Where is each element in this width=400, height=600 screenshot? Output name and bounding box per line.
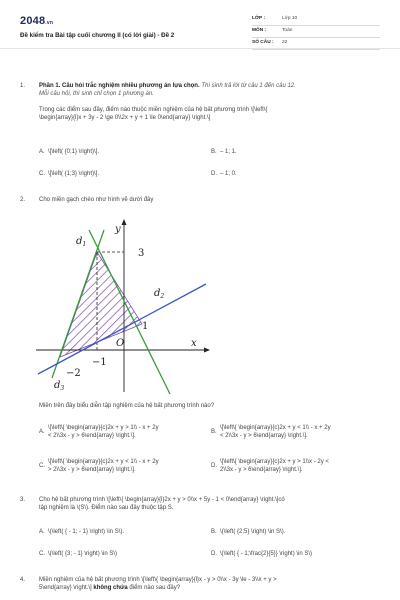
x-axis-arrow-icon: [204, 348, 210, 353]
question-prompt: Miền trên đây biểu diễn tập nghiệm của hệ bất phương trình nào?: [39, 403, 215, 409]
question-4: [20, 576, 382, 598]
meta-class-row: LỚP : Lớp 10: [252, 14, 380, 26]
option-a[interactable]: A. \[\left\{ \begin{array}{c}2x + y > 1\\ - x + 2y < 2\\3x - y > 6\end{array} \right.\].: [39, 425, 159, 440]
question-number: 2.: [20, 197, 26, 203]
question-text: Trong các điểm sau đây, điểm nào thuộc miền nghiệm của hệ bất phương trình \[\left\{ \begin{array}{l}x + 3y - 2 \ge 0\\2x + y + 1 \le 0\end{array} \right.\]: [39, 107, 268, 122]
label-d3: $d_3$: [54, 380, 65, 392]
option-b[interactable]: B. – 1; 1.: [211, 149, 237, 155]
option-d[interactable]: D. \[\left\{ \begin{array}{c}2x + y > 1\\x - 2y < 2\\3x - y > 6\end{array} \right.\].: [211, 459, 329, 474]
tick-minus-1: −1: [92, 357, 107, 368]
option-c[interactable]: C. \(\left( {3; - 1} \right) \in S\): [39, 551, 118, 557]
option-d[interactable]: D. – 1; 0.: [211, 171, 237, 177]
meta-subject-row: MÔN : Toán: [252, 26, 380, 38]
option-d[interactable]: D. \(\left( { - 1;\frac{2}{5}} \right) \in S\): [211, 551, 313, 557]
question-3: [20, 496, 382, 566]
question-number: 1.: [20, 83, 26, 89]
label-d2: $d_2$: [154, 288, 165, 300]
option-b[interactable]: B. \(\left( {2;5} \right) \in S\).: [211, 529, 286, 535]
label-origin: O: [116, 338, 125, 349]
option-a[interactable]: A. \(\left( { - 1; - 1} \right) \in S\).: [39, 529, 125, 535]
question-2-options: [20, 402, 382, 492]
option-c[interactable]: C. \[\left\{ \begin{array}{c}2x + y < 1\\ - x + 2y > 2\\3x - y > 6\end{array} \right.\].: [39, 459, 159, 474]
tick-3: 3: [138, 248, 145, 259]
tick-1: 1: [142, 321, 149, 332]
tick-minus-2: −2: [66, 368, 81, 379]
question-number: 3.: [20, 497, 26, 503]
label-y: y: [115, 224, 121, 235]
question-number: 4.: [20, 577, 26, 583]
question-1: [20, 82, 382, 182]
option-a[interactable]: A. \[\left( {0;1} \right)\].: [39, 149, 100, 155]
label-d1: $d_1$: [76, 236, 87, 248]
label-x: x: [191, 338, 197, 349]
hatched-region: [60, 252, 142, 357]
hatched-region-graph: [34, 216, 214, 394]
option-b[interactable]: B. \[\left\{ \begin{array}{c}2x + y < 1\\ - x + 2y < 2\\3x - y > 6\end{array} \right.\].: [211, 425, 331, 440]
part-heading: Phần 1. Câu hỏi trắc nghiệm nhiều phương án lựa chọn. Thí sinh trả lời từ câu 1 đến câu 12.: [39, 83, 296, 89]
option-c[interactable]: C. \[\left( {1;3} \right)\].: [39, 171, 100, 177]
graph-svg: [34, 216, 214, 394]
header-divider: [0, 48, 400, 49]
meta-count-row: SỐ CÂU : 22: [252, 38, 380, 50]
question-text: Cho hệ bất phương trình \[\left\{ \begin{array}{l}2x + y > 0\\x + 5y - 1 < 0\end{array} \right.\]có tập nghiệm là \(S\). Điểm nào sau đây thuộc tập S.: [39, 497, 285, 512]
question-text: Miền nghiệm của hệ bất phương trình \[\left\{ \begin{array}{l}x - y > 0\\x - 3y \le - 3\\x + y > 5\end{array} \right.\] không chứa điểm nào sau đây?: [39, 577, 277, 592]
question-text: Cho miền gạch chéo như hình vẽ dưới đây: [39, 197, 154, 203]
y-axis-arrow-icon: [122, 219, 127, 225]
site-logo[interactable]: 2048.vn: [20, 15, 54, 27]
document-meta: [252, 14, 380, 50]
document-title: Đề kiểm tra Bài tập cuối chương II (có lời giải) - Đề 2: [20, 32, 175, 39]
part-instruction: Mỗi câu hỏi, thí sinh chỉ chọn 1 phương án.: [39, 91, 154, 98]
page-header: [20, 14, 380, 56]
